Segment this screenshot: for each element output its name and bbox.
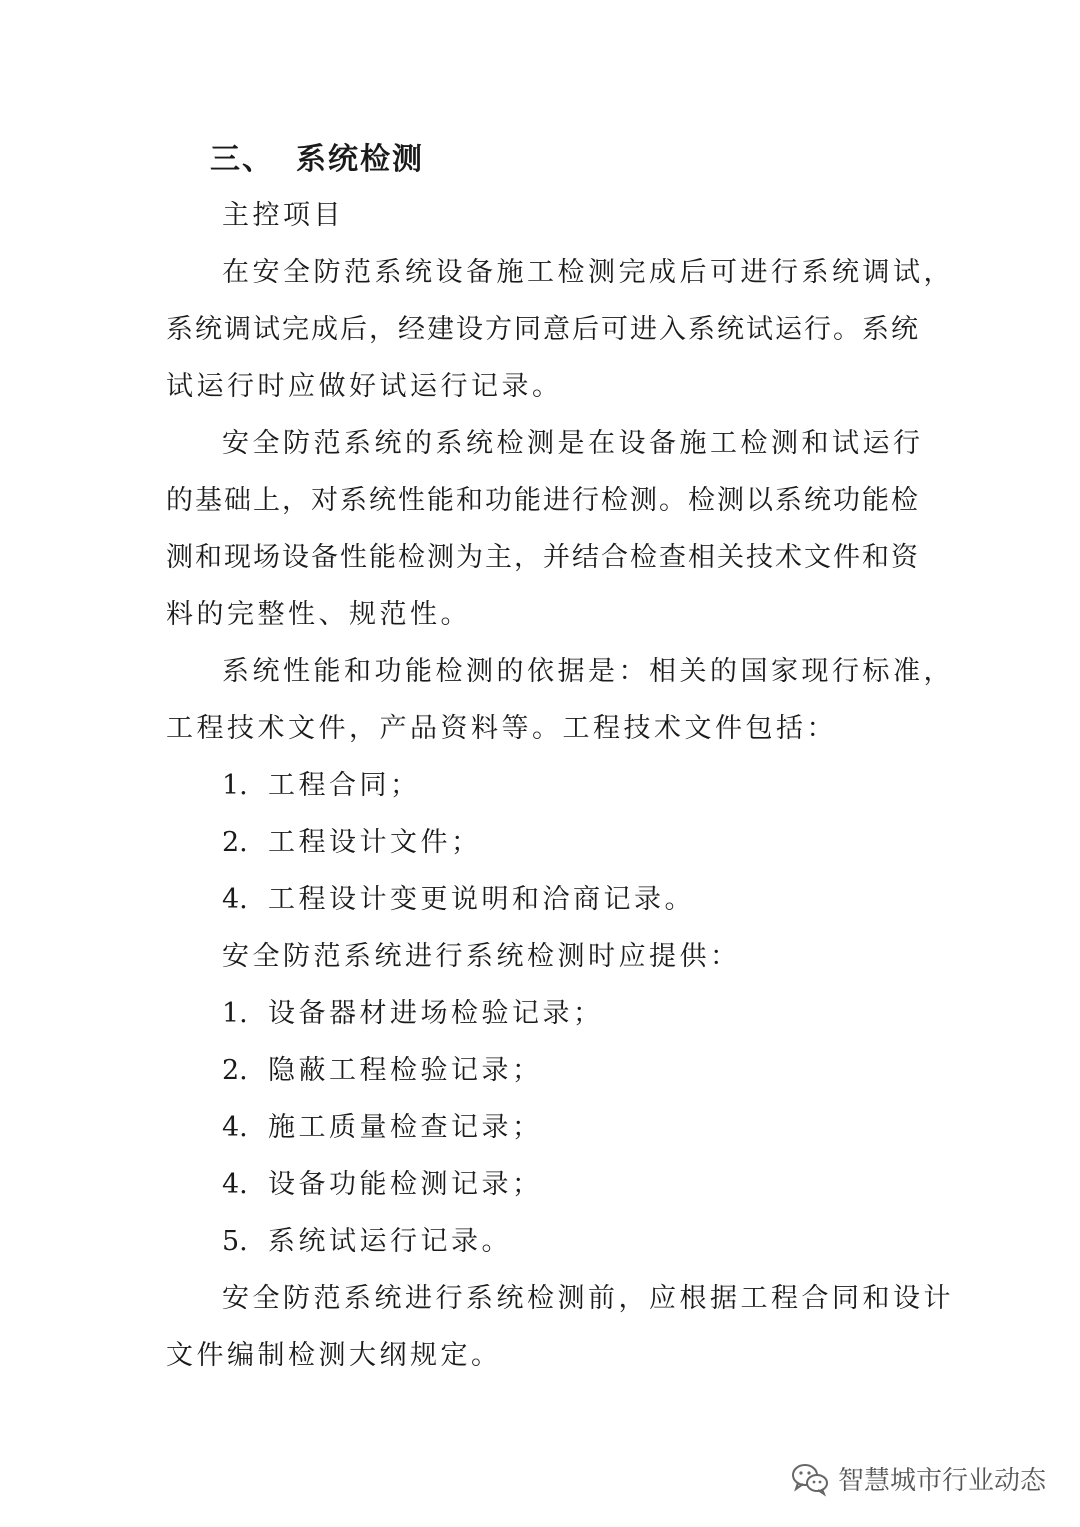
section-title: 系统检测	[296, 142, 424, 177]
watermark	[790, 1460, 1046, 1497]
list-item-number: 1.	[222, 998, 248, 1029]
paragraph-line: 系统性能和功能检测的依据是：相关的国家现行标准，	[222, 656, 954, 687]
paragraph-line: 安全防范系统的系统检测是在设备施工检测和试运行	[222, 428, 924, 459]
paragraph-line: 在安全防范系统设备施工检测完成后可进行系统调试，	[222, 257, 954, 288]
list-item-number: 2.	[222, 1055, 248, 1086]
list-item-number: 4.	[222, 884, 248, 915]
paragraph-line: 安全防范系统进行系统检测时应提供：	[222, 941, 741, 972]
list-item-text: 隐蔽工程检验记录；	[268, 1055, 543, 1086]
list-item	[222, 878, 695, 922]
list-item-text: 工程设计变更说明和洽商记录。	[268, 884, 695, 915]
list-item-number: 2.	[222, 827, 248, 858]
list-item	[222, 1049, 543, 1093]
list-item	[222, 992, 604, 1036]
list-item-number: 5.	[222, 1226, 248, 1257]
wechat-icon	[790, 1461, 830, 1497]
subheading-main-items: 主控项目	[222, 200, 344, 231]
list-item-text: 工程合同；	[268, 770, 421, 801]
list-item	[222, 764, 421, 808]
list-item-text: 系统试运行记录。	[268, 1226, 512, 1257]
paragraph-line: 文件编制检测大纲规定。	[166, 1340, 502, 1371]
paragraph-line: 测和现场设备性能检测为主，并结合检查相关技术文件和资	[166, 542, 918, 573]
watermark-text: 智慧城市行业动态	[837, 1466, 1046, 1496]
paragraph-line: 工程技术文件，产品资料等。工程技术文件包括：	[166, 713, 837, 744]
list-item-text: 工程设计文件；	[268, 827, 482, 858]
paragraph-line: 的基础上，对系统性能和功能进行检测。检测以系统功能检	[166, 485, 918, 516]
list-item	[222, 1106, 543, 1150]
list-item	[222, 821, 482, 865]
list-item-number: 4.	[222, 1112, 248, 1143]
paragraph-line: 安全防范系统进行系统检测前，应根据工程合同和设计	[222, 1283, 954, 1314]
list-item-text: 施工质量检查记录；	[268, 1112, 543, 1143]
list-item-number: 1.	[222, 770, 248, 801]
paragraph-line: 料的完整性、规范性。	[166, 599, 471, 630]
section-number: 三、	[210, 142, 274, 177]
list-item	[222, 1220, 512, 1264]
list-item-text: 设备功能检测记录；	[268, 1169, 543, 1200]
paragraph-line: 试运行时应做好试运行记录。	[166, 371, 563, 402]
paragraph-line: 系统调试完成后，经建设方同意后可进入系统试运行。系统	[166, 314, 918, 345]
list-item-number: 4.	[222, 1169, 248, 1200]
list-item	[222, 1163, 543, 1207]
section-heading	[210, 138, 424, 182]
list-item-text: 设备器材进场检验记录；	[268, 998, 604, 1029]
